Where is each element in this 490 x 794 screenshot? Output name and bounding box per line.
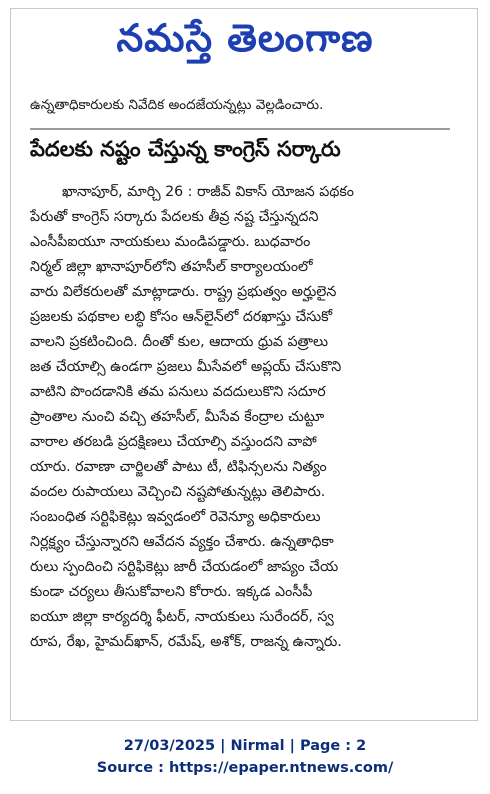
article-body-line: కుండా చర్యలు తీసుకోవాలని కోరారు. ఇక్కడ ఎంసీపీ — [30, 584, 313, 600]
article-body-line: ప్రాంతాల నుంచి వచ్చి తహసీల్, మీసేవ కేంద్రాల చుట్టూ — [30, 409, 325, 425]
article-body-line: వాలని ప్రకటించింది. దీంతో కుల, ఆదాయ ధ్రువ పత్రాలు — [30, 334, 329, 350]
footer-date-edition-page: 27/03/2025 | Nirmal | Page : 2 — [123, 738, 367, 754]
article-body-line: ప్రజలకు పథకాల లబ్ధి కోసం ఆన్‌లైన్‌లో దరఖాస్తు చేసుకో — [30, 309, 333, 325]
article-body-line: వందల రుపాయలు వెచ్చించి నష్టపోతున్నట్లు తెలిపారు. — [30, 484, 326, 500]
article-body-line: వాటిని పొందడానికి తమ పనులు వదదులుకొని సదూర — [30, 384, 326, 400]
article-body-line: పేరుతో కాంగ్రెస్ సర్కారు పేదలకు తీవ్ర నష్ట చేస్తున్నదని — [30, 209, 319, 225]
article-body-line: ఐయూ జిల్లా కార్యదర్శి ఫీటర్, నాయకులు సురేందర్, స్వ — [30, 609, 334, 625]
previous-story-line: ఉన్నతాధికారులకు నివేదిక అందజేయన్నట్లు వెల్లడించారు. — [30, 97, 324, 113]
article-body-line: నిర్మల్ జిల్లా ఖానాపూర్‌లోని తహసీల్ కార్యాలయంలో — [30, 259, 313, 275]
article-body-line: వారు విలేకరులతో మాట్లాడారు. రాష్ట్ర ప్రభుత్వం అర్హులైన — [30, 284, 337, 300]
article-body — [30, 180, 450, 655]
newspaper-masthead — [50, 12, 440, 74]
article-body-line: ఖానాపూర్, మార్చి 26 : రాజీవ్ వికాస్ యోజన పథకం — [62, 184, 354, 200]
article-headline: పేదలకు నష్టం చేస్తున్న కాంగ్రెస్ సర్కారు — [30, 137, 341, 161]
article-body-line: సంబంధిత సర్టిఫికెట్లు ఇవ్వడంలో రెవెన్యూ అధికారులు — [30, 509, 321, 525]
article-body-line: ఎంసీపీఐయూ నాయకులు మండిపడ్డారు. బుధవారం — [30, 234, 311, 250]
footer-source: Source : https://epaper.ntnews.com/ — [96, 760, 394, 776]
masthead-title: నమస్తే తెలంగాణ — [116, 16, 374, 60]
article-body-line: రూప, రేఖ, హైమద్‌ఖాన్, రమేష్, అశోక్, రాజన్న ఉన్నారు. — [30, 634, 342, 650]
article-body-line: నిర్లక్ష్యం చేస్తున్నారని ఆవేదన వ్యక్తం చేశారు. ఉన్నతాధికా — [30, 534, 334, 550]
clipping-footer — [0, 735, 490, 779]
article-body-line: జత చేయాల్సి ఉండగా ప్రజలు మీసేవలో అప్లయ్ చేసుకొని — [30, 359, 342, 375]
article-body-line: యారు. రవాణా చార్జిలతో పాటు టీ, టిఫిన్సలను నిత్యం — [30, 459, 327, 475]
article-body-line: రులు స్పందించి సర్టిఫికెట్లు జారీ చేయడంలో జాప్యం చేయ — [30, 559, 339, 575]
article-body-line: వారాల తరబడి ప్రదక్షిణలు చేయాల్సి వస్తుందని వాపో — [30, 434, 317, 450]
section-divider — [30, 128, 450, 130]
